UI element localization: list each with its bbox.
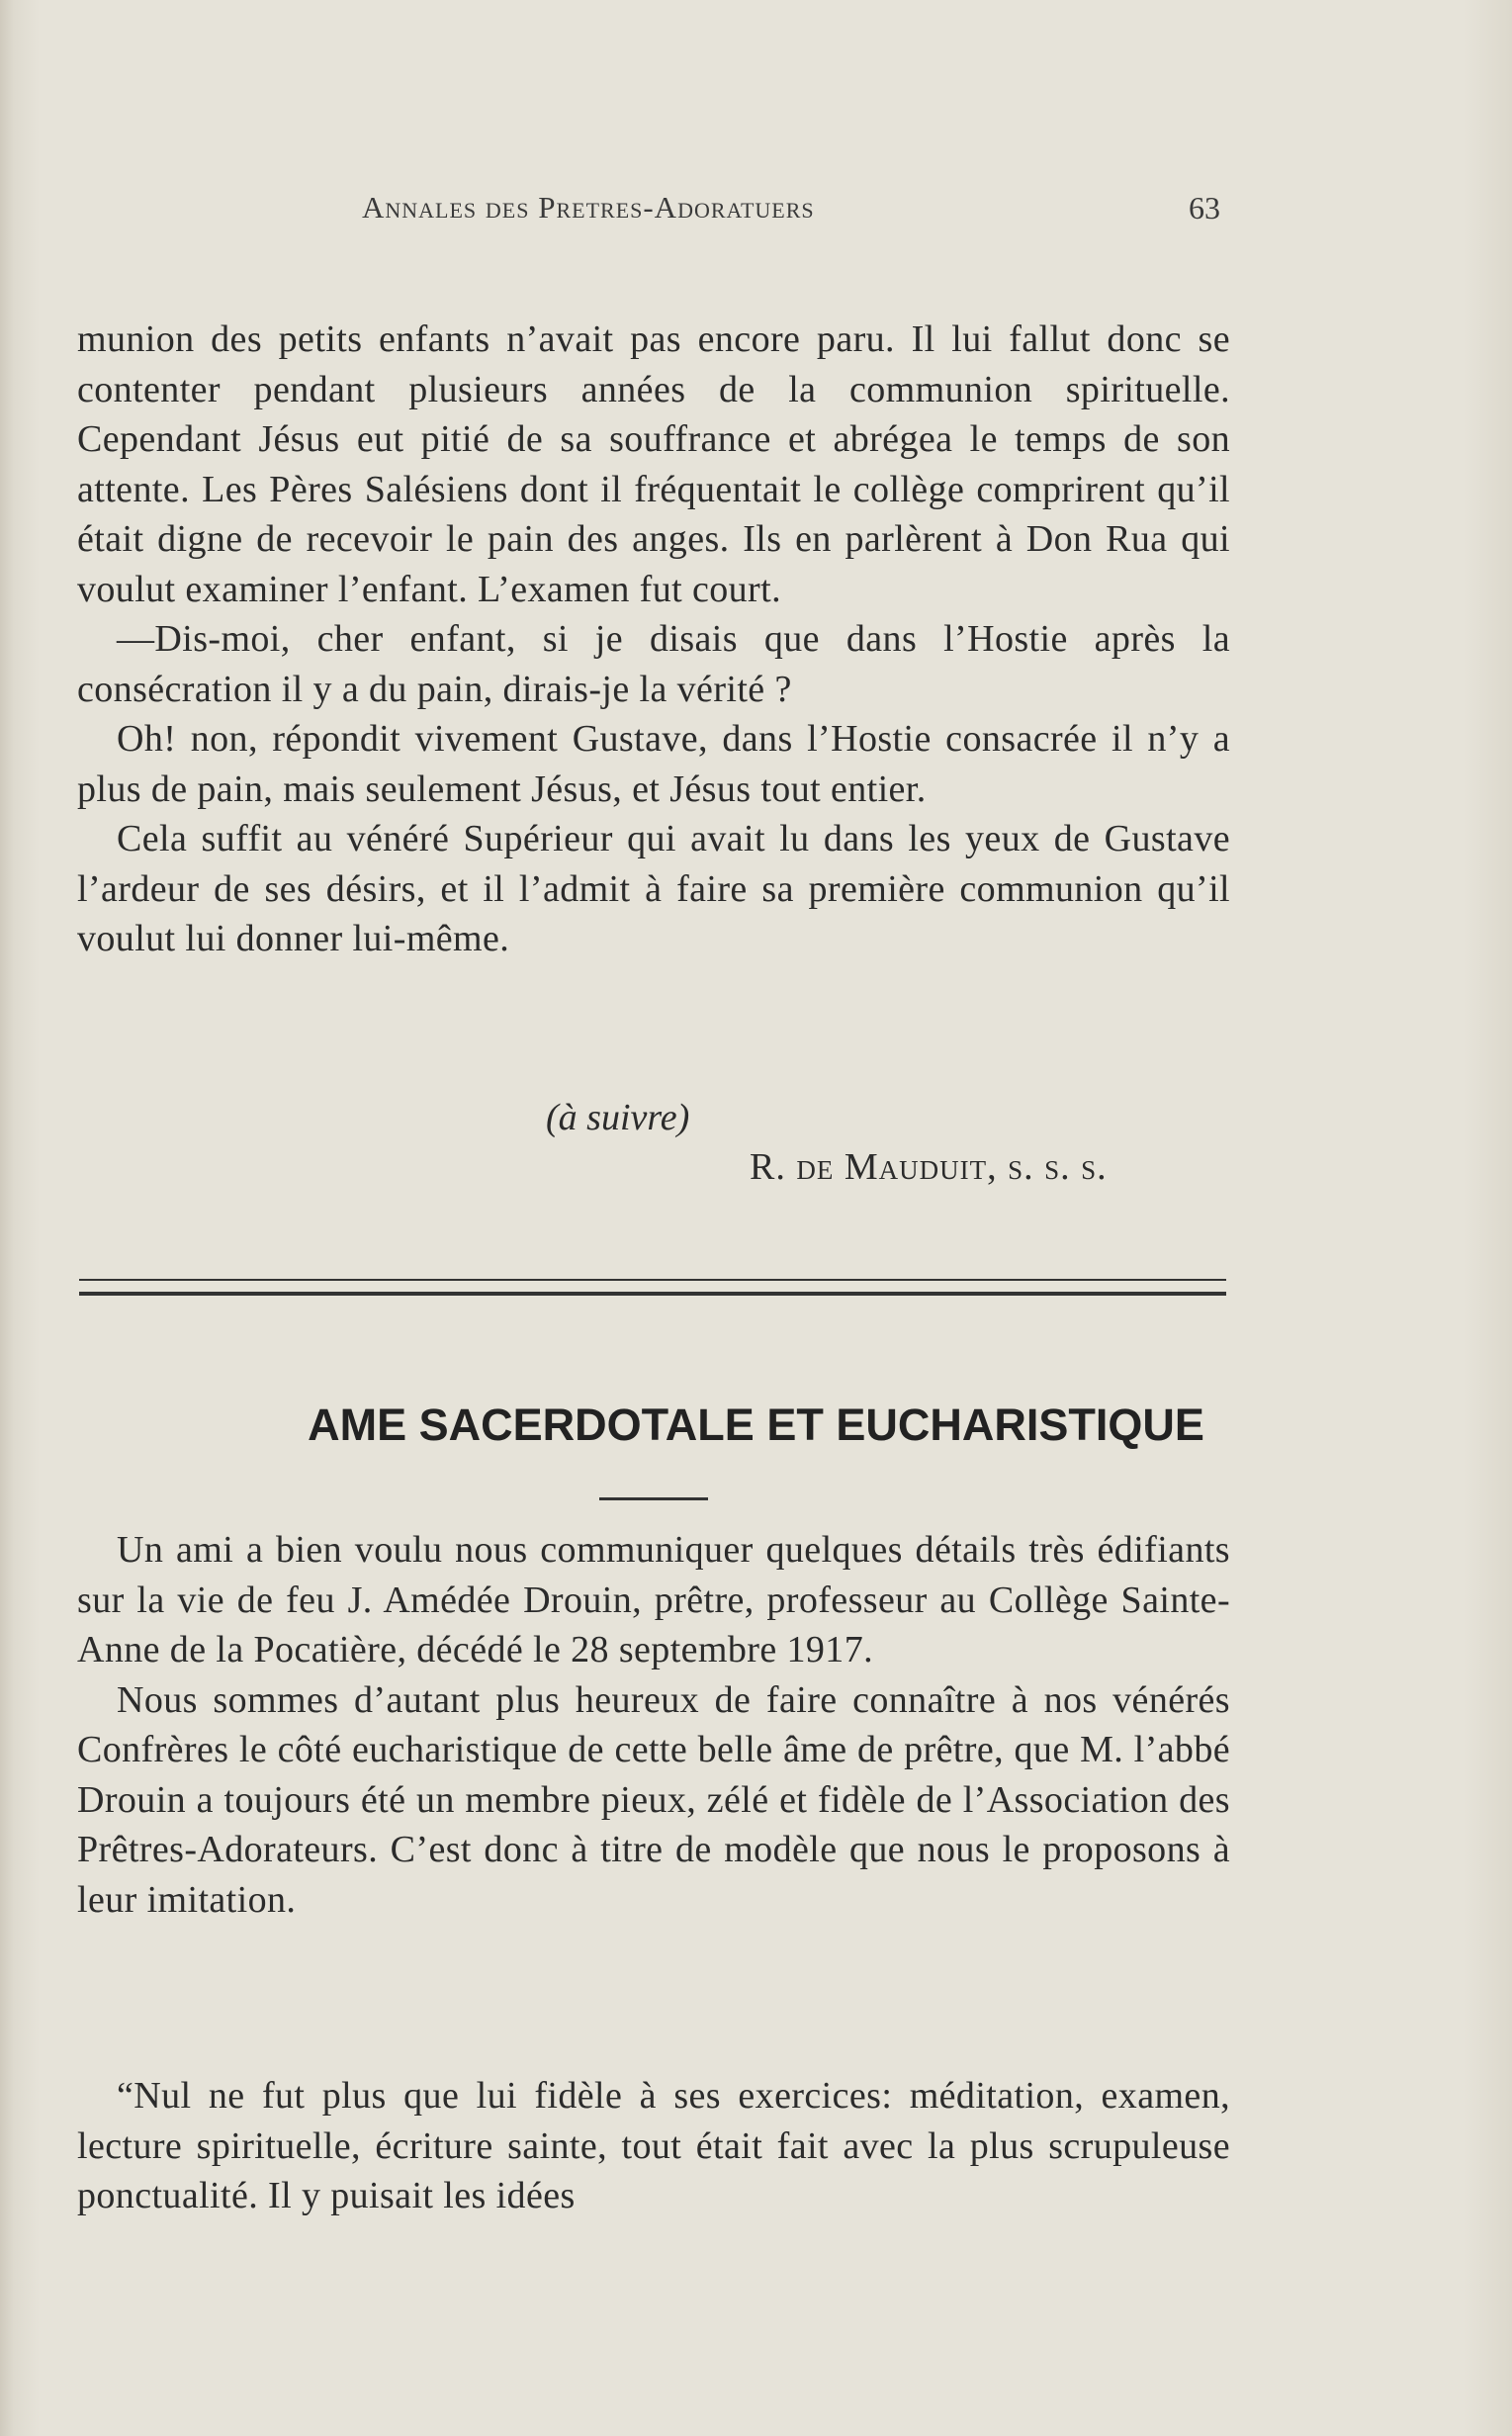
paragraph: Nous sommes d’autant plus heureux de faire connaître à nos vénérés Confrères le côté eucharistique de cette belle âme de prêtre, que M. l’abbé Drouin a toujours été un membre pieux, zélé et fidèle de l’Association des Prêtres-Adorateurs. C’est donc à titre de modèle que nous le proposons à leur imitation. <box>77 1678 1230 1921</box>
author-signature: R. de Mauduit, s. s. s. <box>750 1146 1108 1188</box>
running-header: Annales des Pretres-Adoratuers <box>362 190 815 225</box>
article-title: AME SACERDOTALE ET EUCHARISTIQUE <box>308 1399 1204 1450</box>
continuation-text <box>77 315 1230 964</box>
quote-text <box>77 2071 1230 2221</box>
title-underline <box>599 1497 708 1500</box>
paragraph: Un ami a bien voulu nous communiquer quelques détails très édifiants sur la vie de feu J. Amédée Drouin, prêtre, professeur au Collège Sainte-Anne de la Pocatière, décédé le 28 septembre 1917. <box>77 1529 1230 1670</box>
section-divider-thin <box>79 1279 1226 1281</box>
section-divider-thick <box>79 1292 1226 1296</box>
paragraph: munion des petits enfants n’avait pas encore paru. Il lui fallut donc se contenter pendant plusieurs années de la communion spirituelle. Cependant Jésus eut pitié de sa souffrance et abrégea le temps de son attente. Les Pères Salésiens dont il fréquentait le collège comprirent qu’il était digne de recevoir le pain des anges. Ils en parlèrent à Don Rua qui voulut examiner l’enfant. L’examen fut court. <box>77 318 1230 610</box>
paragraph: Oh! non, répondit vivement Gustave, dans l’Hostie consacrée il n’y a plus de pain, mais seulement Jésus, et Jésus tout entier. <box>77 718 1230 810</box>
paragraph: “Nul ne fut plus que lui fidèle à ses exercices: méditation, examen, lecture spirituelle, écriture sainte, tout était fait avec la plus scrupuleuse ponctualité. Il y puisait les idées <box>77 2075 1230 2216</box>
article-text <box>77 1525 1230 1925</box>
page-number: 63 <box>1189 190 1220 226</box>
paragraph: —Dis-moi, cher enfant, si je disais que dans l’Hostie après la consécration il y a du pain, dirais-je la vérité ? <box>77 618 1230 710</box>
to-be-continued: (à suivre) <box>546 1097 690 1138</box>
paragraph: Cela suffit au vénéré Supérieur qui avait lu dans les yeux de Gustave l’ardeur de ses désirs, et il l’admit à faire sa première communion qu’il voulut lui donner lui-même. <box>77 818 1230 959</box>
